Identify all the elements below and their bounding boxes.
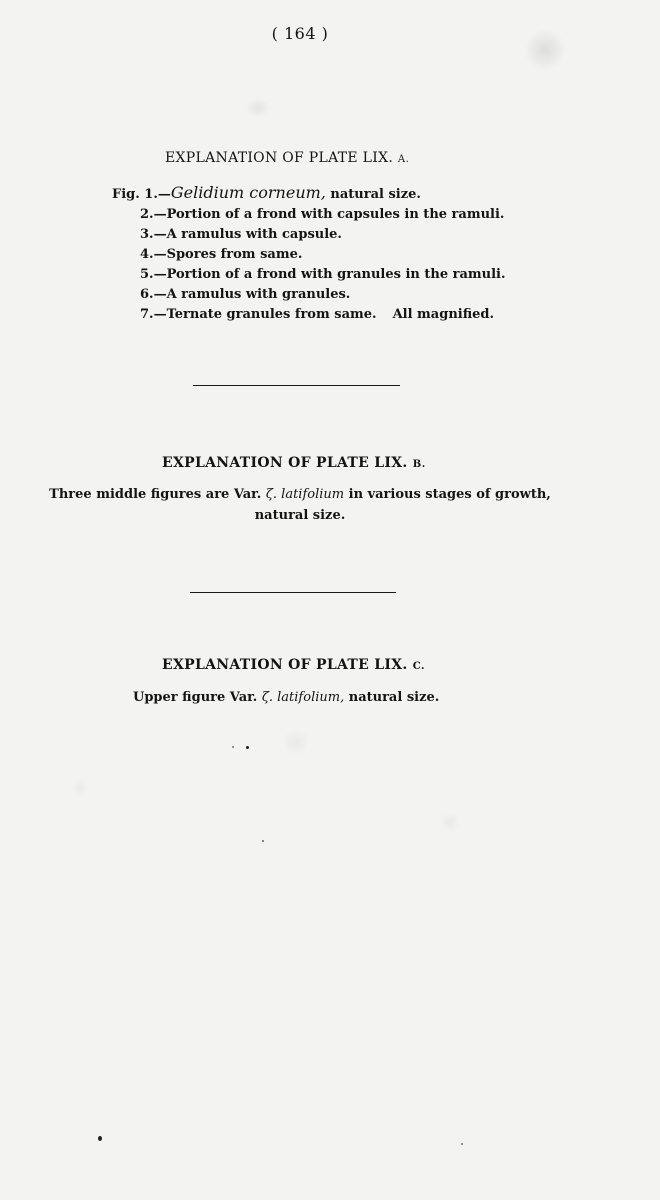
plate-a-heading: [165, 150, 409, 166]
plate-c-text-italic: ζ. latifolium,: [261, 690, 345, 705]
plate-b-text-italic: ζ. latifolium: [265, 487, 345, 502]
ink-speck: [232, 746, 234, 748]
fig-7-note: All magnified.: [392, 307, 495, 322]
ink-speck: [98, 1136, 102, 1141]
fig-7-text: 7.—Ternate granules from same.: [140, 307, 377, 322]
plate-a-figure-list: [112, 183, 572, 325]
plate-a-heading-main: EXPLANATION OF PLATE LIX.: [165, 150, 394, 166]
fig-1-prefix: Fig. 1.—: [112, 187, 171, 202]
section-divider-rule: [193, 385, 400, 386]
plate-b-description: [40, 484, 560, 526]
plate-b-text-after: in various stages of growth,: [344, 487, 551, 502]
page-number: ( 164 ): [271, 24, 329, 43]
ink-speck: [262, 840, 264, 842]
fig-3-line: 3.—A ramulus with capsule.: [140, 227, 342, 242]
plate-b-heading-main: EXPLANATION OF PLATE LIX.: [162, 455, 408, 471]
fig-6-line: 6.—A ramulus with granules.: [140, 287, 351, 302]
ink-speck: [461, 1143, 463, 1145]
plate-c-text-after: natural size.: [344, 690, 440, 705]
plate-a-heading-suffix: A.: [397, 154, 410, 165]
fig-5-line: 5.—Portion of a frond with granules in the ramuli.: [140, 267, 506, 282]
plate-b-heading: [162, 455, 426, 471]
plate-c-heading: [162, 657, 425, 673]
plate-c-heading-main: EXPLANATION OF PLATE LIX.: [162, 657, 408, 673]
section-divider-rule: [190, 592, 396, 593]
ink-speck: [246, 746, 249, 749]
plate-b-heading-suffix: B.: [412, 459, 426, 470]
fig-4-line: 4.—Spores from same.: [140, 247, 303, 262]
fig-1-line: [112, 183, 572, 205]
plate-c-heading-suffix: C.: [412, 661, 426, 672]
plate-b-text-line2: natural size.: [254, 508, 346, 523]
plate-b-text-before: Three middle figures are Var.: [49, 487, 266, 502]
plate-c-text-before: Upper figure Var.: [133, 690, 262, 705]
fig-2-line: 2.—Portion of a frond with capsules in the ramuli.: [140, 207, 505, 222]
fig-1-species: Gelidium corneum,: [170, 183, 326, 202]
plate-c-description: [133, 690, 439, 705]
fig-1-rest: natural size.: [325, 187, 421, 202]
fig-7-line: [112, 305, 572, 325]
